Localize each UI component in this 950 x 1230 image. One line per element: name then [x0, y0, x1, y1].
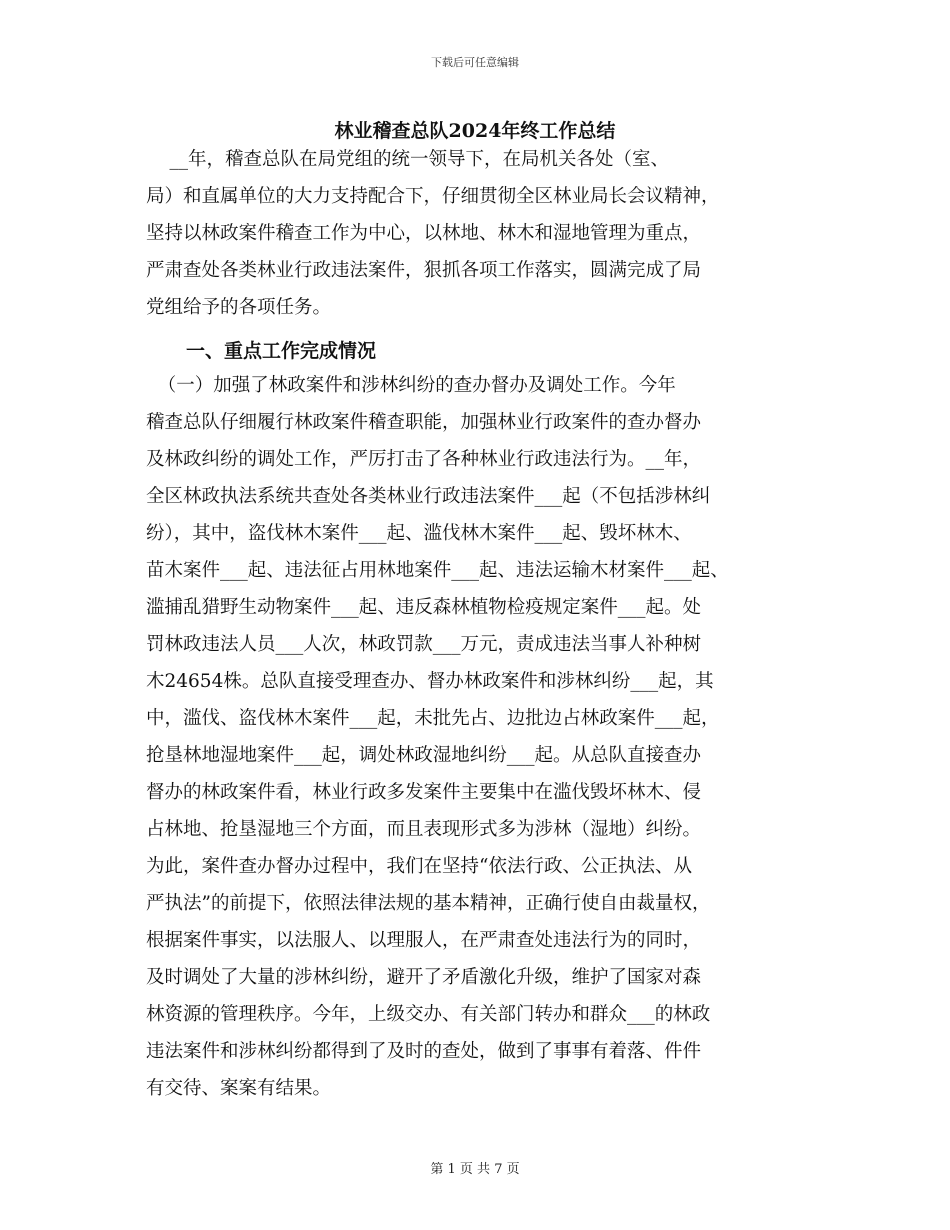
body-line: 林资源的管理秩序。今年，上级交办、有关部门转办和群众___的林政: [146, 1004, 711, 1025]
body-line: 纷），其中，盗伐林木案件___起、滥伐林木案件___起、毁坏林木、: [146, 523, 692, 544]
page-number: 第 1 页 共 7 页: [430, 1162, 520, 1177]
body-line: （一）加强了林政案件和涉林纠纷的查办督办及调处工作。今年: [146, 375, 676, 396]
body-line: 违法案件和涉林纠纷都得到了及时的查处，做到了事事有着落、件件: [146, 1041, 702, 1062]
body-line: 滥捕乱猎野生动物案件___起、违反森林植物检疫规定案件___起。处: [146, 597, 702, 618]
intro-line: __年，稽查总队在局党组的统一领导下，在局机关各处（室、: [146, 149, 670, 170]
intro-line: 党组给予的各项任务。: [146, 297, 332, 318]
body-line: 中，滥伐、盗伐林木案件___起，未批先占、边批边占林政案件___起，: [146, 708, 720, 729]
intro-line: 严肃查处各类林业行政违法案件，狠抓各项工作落实，圆满完成了局: [146, 260, 702, 281]
body-line: 及时调处了大量的涉林纠纷，避开了矛盾激化升级，维护了国家对森: [146, 967, 702, 988]
body-line: 木24654株。总队直接受理查办、督办林政案件和涉林纠纷___起，其: [146, 671, 714, 692]
body-line: 稽查总队仔细履行林政案件稽查职能，加强林业行政案件的查办督办: [146, 412, 702, 433]
intro-line: 局）和直属单位的大力支持配合下，仔细贯彻全区林业局长会议精神，: [146, 186, 720, 207]
body-line: 严执法”的前提下，依照法律法规的基本精神，正确行使自由裁量权，: [146, 893, 711, 914]
body-line: 全区林政执法系统共查处各类林业行政违法案件___起（不包括涉林纠: [146, 486, 711, 507]
body-line: 苗木案件___起、违法征占用林地案件___起、违法运输木材案件___起、: [146, 560, 729, 581]
body-line: 抢垦林地湿地案件___起，调处林政湿地纠纷___起。从总队直接查办: [146, 745, 702, 766]
body-line: 根据案件事实，以法服人、以理服人，在严肃查处违法行为的同时，: [146, 930, 702, 951]
body-line: 及林政纠纷的调处工作，严厉打击了各种林业行政违法行为。__年，: [146, 449, 702, 470]
body-line: 督办的林政案件看，林业行政多发案件主要集中在滥伐毁坏林木、侵: [146, 782, 702, 803]
document-title: 林业稽查总队2024年终工作总结: [334, 120, 616, 142]
body-line: 占林地、抢垦湿地三个方面，而且表现形式多为涉林（湿地）纠纷。: [146, 819, 702, 840]
intro-paragraph: [146, 141, 826, 326]
body-line: 为此，案件查办督办过程中，我们在坚持“依法行政、公正执法、从: [146, 856, 692, 877]
body-paragraph: [146, 367, 826, 1107]
intro-line: 坚持以林政案件稽查工作为中心，以林地、林木和湿地管理为重点，: [146, 223, 702, 244]
section-heading: 一、重点工作完成情况: [186, 340, 377, 362]
body-line: 有交待、案案有结果。: [146, 1078, 332, 1099]
page-header-note: 下载后可任意编辑: [431, 56, 519, 69]
body-line: 罚林政违法人员___人次，林政罚款___万元，责成违法当事人补种树: [146, 634, 702, 655]
